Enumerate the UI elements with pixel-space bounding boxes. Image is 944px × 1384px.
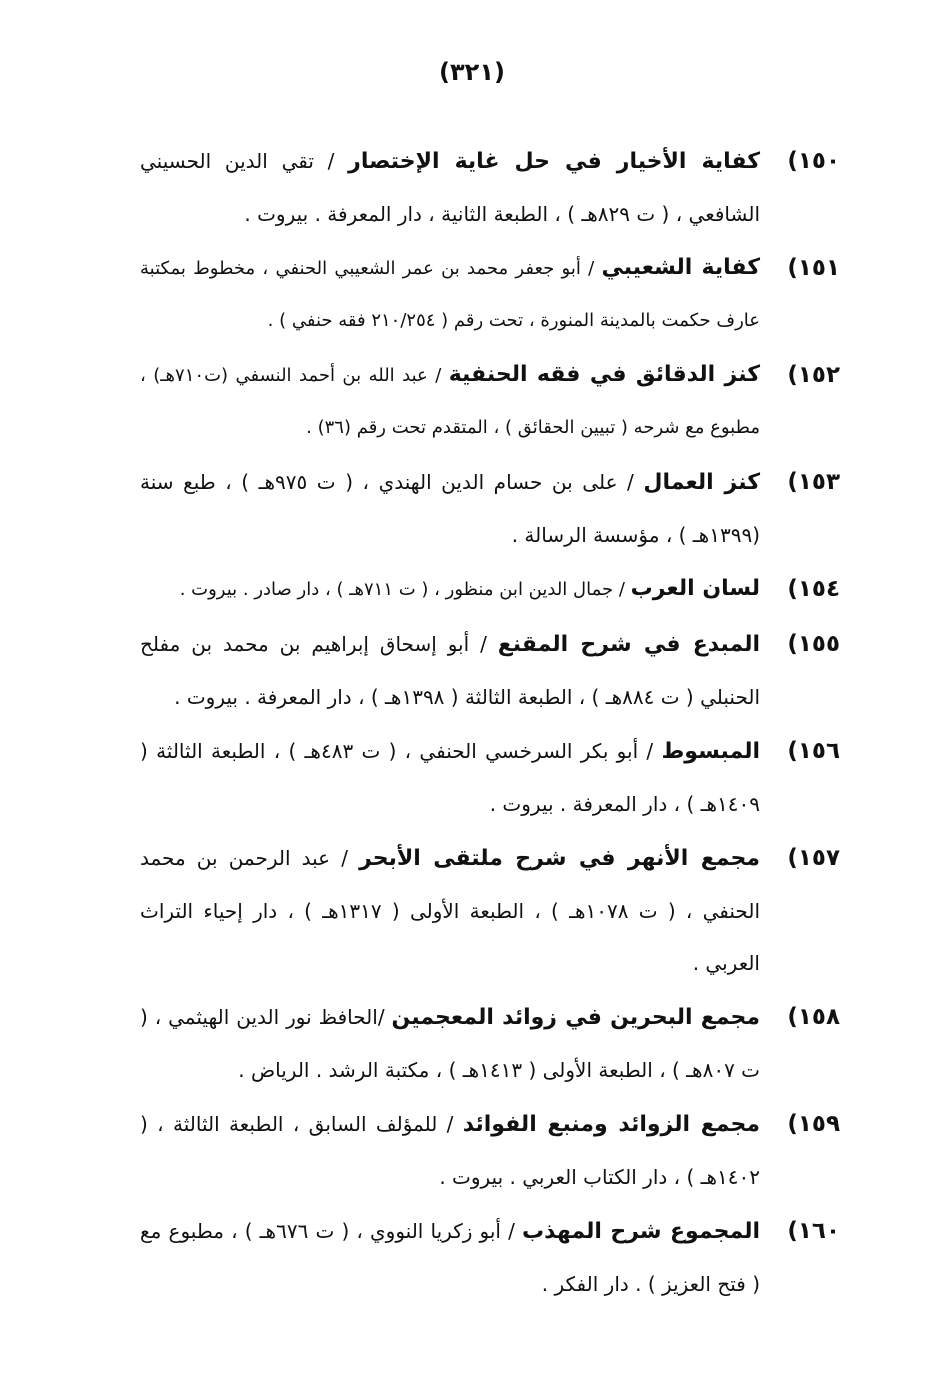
entry-text xyxy=(140,349,760,454)
entry-title: كفاية الشعيبي xyxy=(601,255,760,280)
entry-text xyxy=(140,1098,760,1203)
entry-title: لسان العرب xyxy=(630,576,760,601)
entry-text xyxy=(140,991,760,1096)
bibliography-entry xyxy=(140,618,840,723)
entry-text xyxy=(140,725,760,830)
bibliography-entry xyxy=(140,242,840,347)
entry-title: كنز العمال xyxy=(643,470,760,495)
entry-number: ١٥١) xyxy=(787,255,840,281)
entry-number: ١٥٥) xyxy=(787,631,840,657)
entry-number: ١٥٣) xyxy=(787,469,840,495)
entry-text xyxy=(140,832,760,989)
bibliography-entry xyxy=(140,991,840,1096)
entry-number: ١٥٤) xyxy=(787,576,840,602)
entry-details: / عبد الله بن أحمد النسفي (ت٧١٠هـ) ، مطبوع مع شرحه ( تبيين الحقائق ) ، المتقدم تحت رقم (٣٦) . xyxy=(140,365,760,438)
entry-details: / أبو جعفر محمد بن عمر الشعيبي الحنفي ، مخطوط بمكتبة عارف حكمت بالمدينة المنورة ، تحت رقم ( ٢١٠/٢٥٤ فقه حنفي ) . xyxy=(140,258,760,331)
entry-details: / عبد الرحمن بن محمد الحنفي ، ( ت ١٠٧٨هـ ) ، الطبعة الأولى ( ١٣١٧هـ ) ، دار إحياء التراث العربي . xyxy=(140,846,760,975)
entry-details: / للمؤلف السابق ، الطبعة الثالثة ، ( ١٤٠٢هـ ) ، دار الكتاب العربي . بيروت . xyxy=(140,1112,760,1189)
entry-details: / تقي الدين الحسيني الشافعي ، ( ت ٨٢٩هـ ) ، الطبعة الثانية ، دار المعرفة . بيروت . xyxy=(140,149,760,226)
bibliography-entry xyxy=(140,1205,840,1310)
entry-details: / على بن حسام الدين الهندي ، ( ت ٩٧٥هـ ) ، طبع سنة (١٣٩٩هـ ) ، مؤسسة الرسالة . xyxy=(140,470,760,547)
entry-number: ١٥٨) xyxy=(787,1004,840,1030)
entry-details: / أبو زكريا النووي ، ( ت ٦٧٦هـ ) ، مطبوع مع ( فتح العزيز ) . دار الفكر . xyxy=(140,1219,760,1296)
entry-details: /الحافظ نور الدين الهيثمي ، ( ت ٨٠٧هـ ) ، الطبعة الأولى ( ١٤١٣هـ ) ، مكتبة الرشد . الرياض . xyxy=(140,1005,760,1082)
entry-text xyxy=(140,135,760,240)
entry-number: ١٥٢) xyxy=(787,362,840,388)
entry-title: كنز الدقائق في فقه الحنفية xyxy=(448,362,760,387)
entry-title: المبدع في شرح المقنع xyxy=(497,632,761,657)
entry-number: ١٥٧) xyxy=(787,845,840,871)
page-number: (٣٢١) xyxy=(439,58,505,86)
entry-title: كفاية الأخيار في حل غاية الإختصار xyxy=(348,149,760,174)
entry-details: / أبو إسحاق إبراهيم بن محمد بن مفلح الحنبلي ( ت ٨٨٤هـ ) ، الطبعة الثالثة ( ١٣٩٨هـ ) ، دار المعرفة . بيروت . xyxy=(140,632,760,709)
entry-details: / أبو بكر السرخسي الحنفي ، ( ت ٤٨٣هـ ) ، الطبعة الثالثة ( ١٤٠٩هـ ) ، دار المعرفة . بيروت . xyxy=(140,739,760,816)
entry-title: مجمع البحرين في زوائد المعجمين xyxy=(391,1005,760,1030)
entry-number: ١٥٠) xyxy=(787,148,840,174)
entry-title: المبسوط xyxy=(661,739,760,764)
entry-text xyxy=(140,242,760,347)
entry-title: مجمع الزوائد ومنبع الفوائد xyxy=(462,1112,760,1137)
bibliography-entry xyxy=(140,349,840,454)
entry-title: المجموع شرح المهذب xyxy=(522,1219,761,1244)
entry-title: مجمع الأنهر في شرح ملتقى الأبحر xyxy=(359,846,760,871)
entry-number: ١٦٠) xyxy=(787,1218,840,1244)
entry-number: ١٥٦) xyxy=(787,738,840,764)
bibliography-entry xyxy=(140,563,840,616)
entry-text xyxy=(140,563,760,616)
entry-text xyxy=(140,456,760,561)
entry-text xyxy=(140,1205,760,1310)
bibliography-entry xyxy=(140,456,840,561)
entry-details: / جمال الدين ابن منظور ، ( ت ٧١١هـ ) ، دار صادر . بيروت . xyxy=(179,579,631,600)
entry-number: ١٥٩) xyxy=(787,1111,840,1137)
bibliography-list xyxy=(140,135,840,1312)
bibliography-entry xyxy=(140,135,840,240)
bibliography-entry xyxy=(140,832,840,989)
bibliography-entry xyxy=(140,725,840,830)
bibliography-entry xyxy=(140,1098,840,1203)
entry-text xyxy=(140,618,760,723)
